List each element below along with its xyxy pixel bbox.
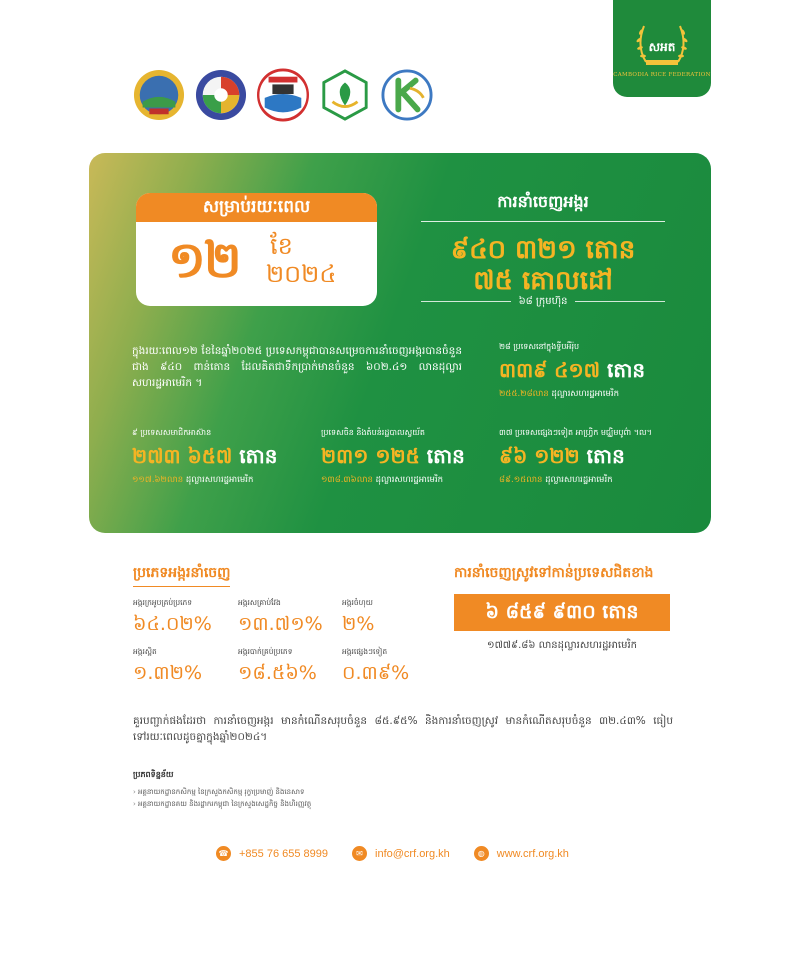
type-pct: ១៨.៥៦% [238, 662, 317, 684]
stat-china [321, 427, 465, 487]
agriculture-seal-logo [195, 68, 247, 122]
stat-unit: តោន [586, 444, 625, 468]
type-label: អង្ករផ្សេងៗទៀត [342, 647, 388, 656]
stat-europe [499, 341, 645, 401]
stat-unit: តោន [606, 358, 646, 382]
stat-unit: តោន [239, 444, 278, 468]
type-pct: ១.៣២% [133, 662, 203, 684]
stat-caption: ៩ ប្រទេសសមាជិកអាស៊ាន [132, 428, 212, 437]
stat-value: ២៧៣ ៦៥៧ [132, 444, 233, 468]
stat-unit: តោន [426, 444, 465, 468]
sources-list [133, 786, 311, 810]
stat-caption: ប្រទេសចិន និងតំបន់រដ្ឋបាលស្វយ័ត [321, 428, 425, 437]
type-other [342, 647, 442, 689]
period-months: ១២ [168, 231, 240, 289]
type-label: អង្ករចំហុយ [342, 598, 373, 607]
type-label: អង្ករស្អិត [133, 647, 157, 656]
stat-value: ៩៦ ១២២ [499, 444, 580, 468]
period-month-word: ខែ [270, 232, 293, 260]
brand-name: CAMBODIA RICE FEDERATION [613, 72, 711, 78]
phone-icon: ☎ [216, 846, 231, 861]
stat-usd-num: ៨៩.១៥លាន [499, 475, 543, 485]
brand-badge [613, 0, 711, 97]
period-card [136, 193, 377, 306]
globe-icon: ◍ [474, 846, 489, 861]
stat-usd-num: ២៥៥.២៨លាន [499, 389, 549, 399]
contact-web[interactable] [474, 846, 569, 861]
neighbors-tons: ៦ ៨៥៩ ៩៣០ តោន [454, 594, 670, 631]
source-item: › អគ្គនាយកដ្ឋានកសិកម្ម នៃក្រសួងកសិកម្ម រុក្ខាប្រមាញ់ និងនេសាទ [133, 786, 311, 798]
type-pct: ០.៣៩% [342, 662, 410, 684]
contact-bar [216, 846, 569, 861]
stat-asean [132, 427, 277, 487]
k-brand-logo [381, 68, 433, 122]
exports-destinations: ៧៥ គោលដៅ [473, 266, 613, 296]
stat-usd-text: ដុល្លារសហរដ្ឋអាមេរិក [375, 475, 444, 485]
stat-usd-text: ដុល្លារសហរដ្ឋអាមេរិក [551, 389, 619, 399]
type-pct: ៦៤.០២% [133, 613, 212, 635]
stat-usd-num: ១៣៨.៣៦លាន [321, 475, 373, 485]
crf-wreath-logo [632, 18, 692, 70]
port-authority-logo [257, 68, 309, 122]
stat-usd-text: ដុល្លារសហរដ្ឋអាមេរិក [185, 475, 254, 485]
exports-companies-row [421, 294, 665, 309]
period-year: ២០២៤ [266, 260, 337, 288]
stat-value: ៣៣៩ ៤១៧ [499, 358, 601, 382]
phone-text: +855 76 655 8999 [239, 847, 329, 860]
email-icon: ✉ [352, 846, 367, 861]
rice-types-title: ប្រភេទអង្ករនាំចេញ [133, 563, 230, 587]
type-parboiled [342, 598, 442, 640]
type-glutinous [133, 647, 233, 689]
sources-title: ប្រភពទិន្នន័យ [133, 770, 174, 779]
contact-email[interactable] [352, 846, 450, 861]
green-leaf-logo [319, 68, 371, 122]
type-pct: ១៣.៧១% [238, 613, 323, 635]
growth-note: គួរបញ្ជាក់ផងដែរថា ការនាំចេញអង្ករ មានកំណើនសរុបចំនួន ៨៥.៩៥% និងការនាំចេញស្រូវ មានកំណើតសរុបចំនួន ៣២.៤៣% ធៀបទៅរយៈពេលដូចគ្នាក្នុងឆ្នាំ២០២៤។ [133, 715, 673, 743]
brand-logo-text: សអត [648, 40, 676, 54]
type-label: អង្ករក្រអូបគ្រប់ប្រភេទ [133, 598, 193, 607]
type-fragrant [133, 598, 233, 640]
ministry-seal-logo [133, 68, 185, 122]
neighbors-title: ការនាំចេញស្រូវទៅកាន់ប្រទេសជិតខាង [454, 565, 654, 581]
exports-tons: ៩៤០ ៣២១ តោន [450, 235, 636, 265]
period-header: សម្រាប់រយៈពេល [136, 193, 377, 222]
type-label: អង្ករបាក់គ្រប់ប្រភេទ [238, 647, 293, 656]
email-text: info@crf.org.kh [375, 847, 450, 860]
type-long-grain [238, 598, 338, 640]
type-label: អង្ករសគ្រាប់វែង [238, 598, 281, 607]
summary-text: ក្នុងរយៈពេល១២ ខែនៃឆ្នាំ២០២៥ ប្រទេសកម្ពុជាបានសម្រេចការនាំចេញអង្ករបានចំនួនជាង ៩៤០ ពាន់តោន ដែលគិតជាទឹកប្រាក់មានចំនួន ៦០២.៤១ លានដុល្លារសហរដ្ឋអាមេរិក ។ [132, 345, 462, 389]
stat-others [499, 427, 652, 487]
stat-caption: ៣៧ ប្រទេសផ្សេងៗទៀត អាហ្វ្រិក មជ្ឈិមបូព៌ា ។ល។ [499, 428, 652, 437]
neighbors-usd: ១៧៧៩.៨៦ លានដុល្លារសហរដ្ឋអាមេរិក [487, 640, 637, 651]
stat-value: ២៣១ ១២៥ [321, 444, 420, 468]
type-broken [238, 647, 338, 689]
web-text: www.crf.org.kh [496, 847, 569, 860]
exports-companies: ៦៨ ក្រុមហ៊ុន [518, 296, 568, 307]
stat-usd-num: ១១៧.៦២លាន [132, 475, 184, 485]
stat-caption: ២៨ ប្រទេសនៅក្នុងទ្វីបអឺរ៉ុប [499, 342, 580, 351]
summary-panel [89, 153, 711, 533]
type-pct: ២% [342, 613, 375, 635]
stat-usd-text: ដុល្លារសហរដ្ឋអាមេរិក [545, 475, 613, 485]
contact-phone[interactable] [216, 846, 328, 861]
partner-logos [133, 68, 433, 122]
exports-header: ការនាំចេញអង្ករ [421, 191, 665, 222]
source-item: › អគ្គនាយកដ្ឋានគយ និងរដ្ឋាករកម្ពុជា នៃក្រសួងសេដ្ឋកិច្ច និងហិរញ្ញវត្ថុ [133, 798, 311, 810]
